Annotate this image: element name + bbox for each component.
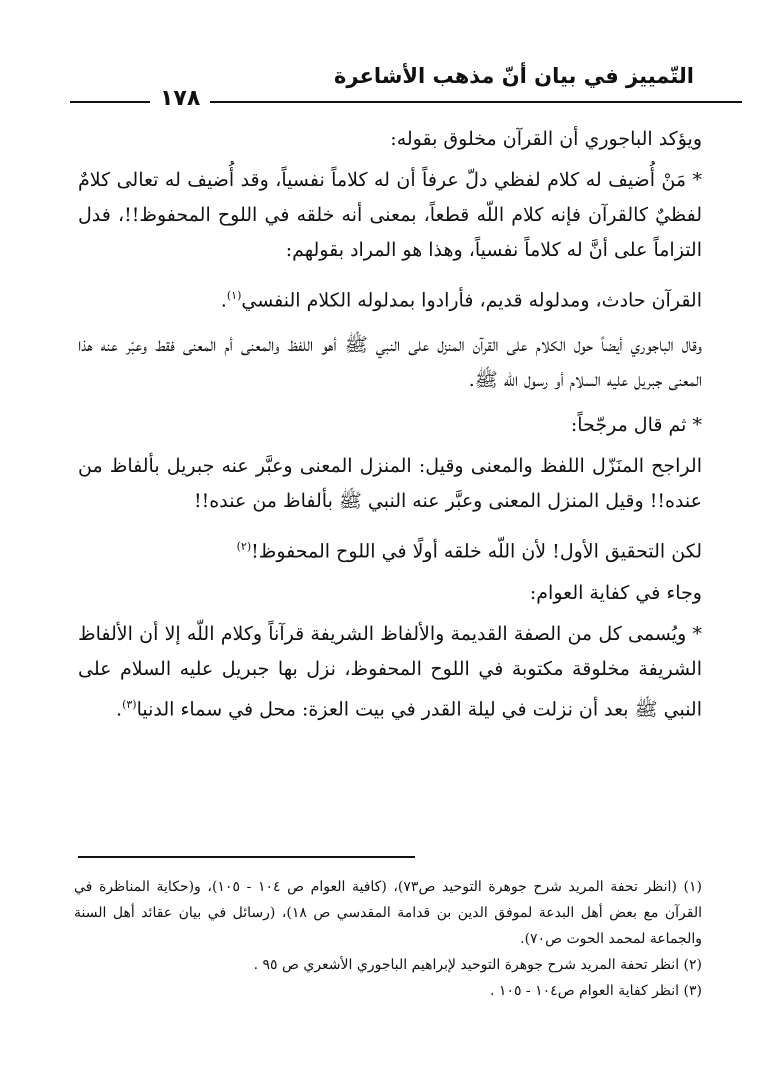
footnotes — [74, 874, 702, 1004]
page-number: ١٧٨ — [150, 86, 210, 111]
paragraph-2: * مَنْ أُضيف له كلام لفظي دلّ عرفاً أن له كلاماً نفسياً، وقد أُضيف له تعالى كلامٌ لفظيٌ كالقرآن فإنه كلام اللّه قطعاً، بمعنى أنه خلقه في اللوح المحفوظ!!، فدل التزاماً على أنَّ له كلاماً نفسياً، وهذا هو المراد بقولهم: — [78, 169, 702, 261]
paragraph-9-end: . — [116, 697, 123, 720]
paragraph-3-end: . — [220, 289, 227, 312]
paragraph-3 — [78, 278, 702, 318]
footnote-3: (٣) انظر كفاية العوام ص١٠٤ - ١٠٥ . — [490, 983, 702, 999]
paragraph-7-text: لكن التحقيق الأول! لأن اللّه خلقه أولًا في اللوح المحفوظ! — [251, 540, 702, 563]
paragraph-1: ويؤكد الباجوري أن القرآن مخلوق بقوله: — [390, 128, 702, 150]
footnote-1: (١) (انظر تحفة المريد شرح جوهرة التوحيد ص٧٣)، (كافية العوام ص ١٠٤ - ١٠٥)، و(حكاية المناظرة في القرآن مع بعض أهل البدعة لموفق الدين بن قدامة المقدسي ص ١٨)، (رسائل في بيان عقائد أهل السنة والجماعة لمحمد الحوت ص٧٠). — [74, 879, 703, 947]
footnote-ref-2: (٢) — [236, 540, 252, 554]
paragraph-5: * ثم قال مرجّحاً: — [570, 414, 702, 437]
footnote-separator — [78, 856, 415, 858]
paragraph-6: الراجح المنَزّل اللفظ والمعنى وقيل: المنزل المعنى وعبَّر عنه جبريل بألفاظ من عنده!! وقيل المنزل المعنى وعبَّر عنه النبي ﷺ بألفاظ من عنده!! — [78, 455, 702, 513]
paragraph-9-text: * ويُسمى كل من الصفة القديمة والألفاظ الشريفة قرآناً وكلام اللّه إلا أن الألفاظ الشريفة مخلوقة مكتوبة في اللوح المحفوظ، نزل بها جبريل عليه السلام على النبي ﷺ بعد أن نزلت في ليلة القدر في بيت العزة: محل في سماء الدنيا — [78, 622, 702, 720]
paragraph-7 — [78, 529, 702, 569]
footnote-2: (٢) انظر تحفة المريد شرح جوهرة التوحيد لإبراهيم الباجوري الأشعري ص ٩٥ . — [253, 957, 702, 973]
main-text — [78, 122, 702, 737]
paragraph-3-text: القرآن حادث، ومدلوله قديم، فأرادوا بمدلوله الكلام النفسي — [241, 289, 702, 312]
paragraph-8: وجاء في كفاية العوام: — [529, 581, 702, 604]
running-header-title: التّمييز في بيان أنّ مذهب الأشاعرة — [334, 64, 694, 88]
paragraph-9 — [78, 617, 702, 727]
footnote-ref-1: (١) — [226, 289, 242, 302]
paragraph-4: وقال الباجوري أيضاً حول الكلام على القرآن المنزل على النبي ﷺ أهو اللفظ والمعنى أم المعنى فقط وعبّر عنه هذا المعنى جبريل عليه السلام أو رسول اللّه ﷺ. — [78, 334, 702, 392]
footnote-ref-3: (٣) — [122, 697, 137, 711]
